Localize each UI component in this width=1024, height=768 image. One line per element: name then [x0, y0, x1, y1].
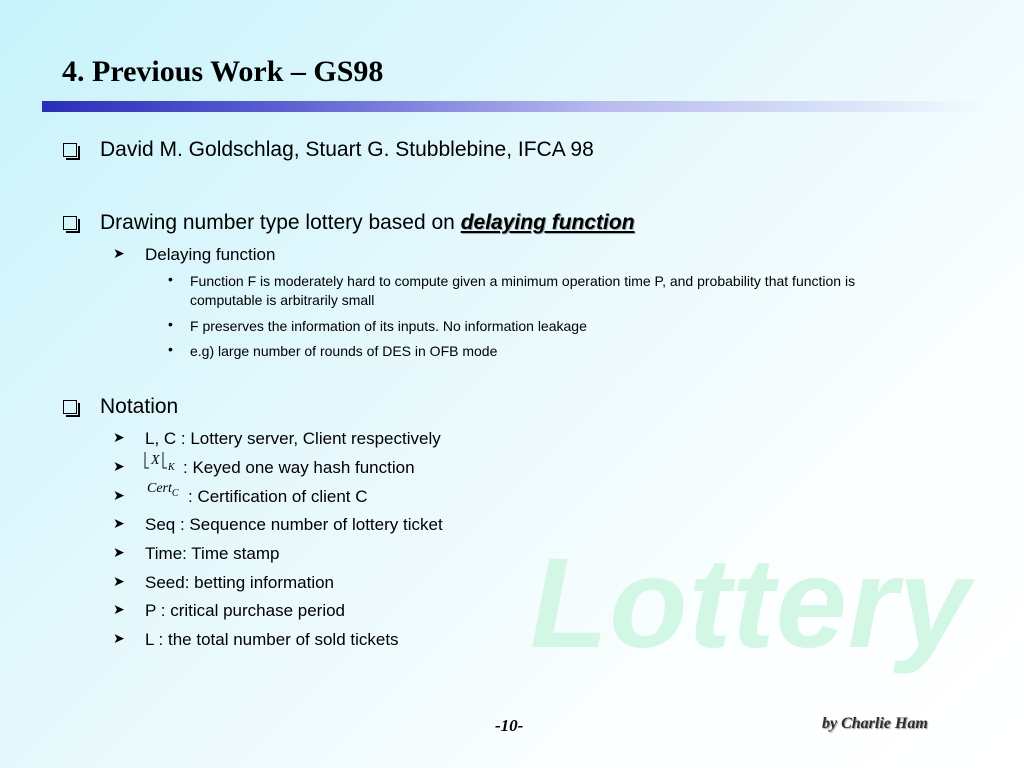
certification-formula	[147, 481, 179, 499]
bullet-text	[100, 211, 635, 235]
notation-text: Time: Time stamp	[145, 544, 280, 563]
arrow-bullet-icon: ➤	[113, 458, 125, 474]
author-credit: by Charlie Ham	[822, 715, 928, 732]
arrow-bullet-icon: ➤	[113, 544, 125, 560]
hash-key: K	[168, 462, 175, 473]
arrow-bullet-icon: ➤	[113, 487, 125, 503]
keyed-hash-formula	[141, 448, 187, 478]
cert-sub: C	[171, 487, 179, 499]
cert-base: Cert	[147, 481, 172, 496]
page-number: -10-	[495, 716, 524, 735]
notation-text: P : critical purchase period	[145, 601, 346, 620]
checkbox-bullet-icon	[63, 216, 77, 230]
dot-bullet-icon: •	[168, 316, 173, 332]
slide-title: 4. Previous Work – GS98	[62, 55, 384, 88]
arrow-bullet-icon: ➤	[113, 573, 125, 589]
hash-var: X	[151, 453, 160, 468]
arrow-bullet-icon: ➤	[113, 429, 125, 445]
notation-text: Seq : Sequence number of lottery ticket	[145, 515, 443, 534]
arrow-bullet-icon: ➤	[113, 245, 125, 261]
bullet-text: David M. Goldschlag, Stuart G. Stubblebine, IFCA 98	[100, 138, 594, 161]
bullet-text: Notation	[100, 395, 179, 418]
detail-text: e.g) large number of rounds of DES in OFB mode	[190, 343, 498, 359]
checkbox-bullet-icon	[63, 143, 77, 157]
bullet-text-prefix: Drawing number type lottery based on	[100, 211, 461, 234]
arrow-bullet-icon: ➤	[113, 515, 125, 531]
dot-bullet-icon: •	[168, 341, 173, 357]
notation-text: Seed: betting information	[145, 573, 335, 592]
notation-text: : Certification of client C	[188, 487, 368, 506]
bullet-text-emphasis: delaying function	[460, 211, 635, 234]
dot-bullet-icon: •	[168, 271, 173, 287]
detail-text: F preserves the information of its inputs. No information leakage	[190, 318, 587, 334]
subbullet-text: Delaying function	[145, 245, 276, 264]
checkbox-bullet-icon	[63, 400, 77, 414]
notation-text: L, C : Lottery server, Client respectively	[145, 429, 441, 448]
watermark-text: Lottery	[530, 532, 971, 675]
arrow-bullet-icon: ➤	[113, 601, 125, 617]
detail-text: Function F is moderately hard to compute given a minimum operation time P, and probability that function is computable is arbitrarily small	[190, 273, 856, 308]
notation-text: L : the total number of sold tickets	[145, 630, 399, 649]
arrow-bullet-icon: ➤	[113, 630, 125, 646]
title-underline	[42, 101, 982, 112]
notation-text: : Keyed one way hash function	[183, 458, 415, 477]
